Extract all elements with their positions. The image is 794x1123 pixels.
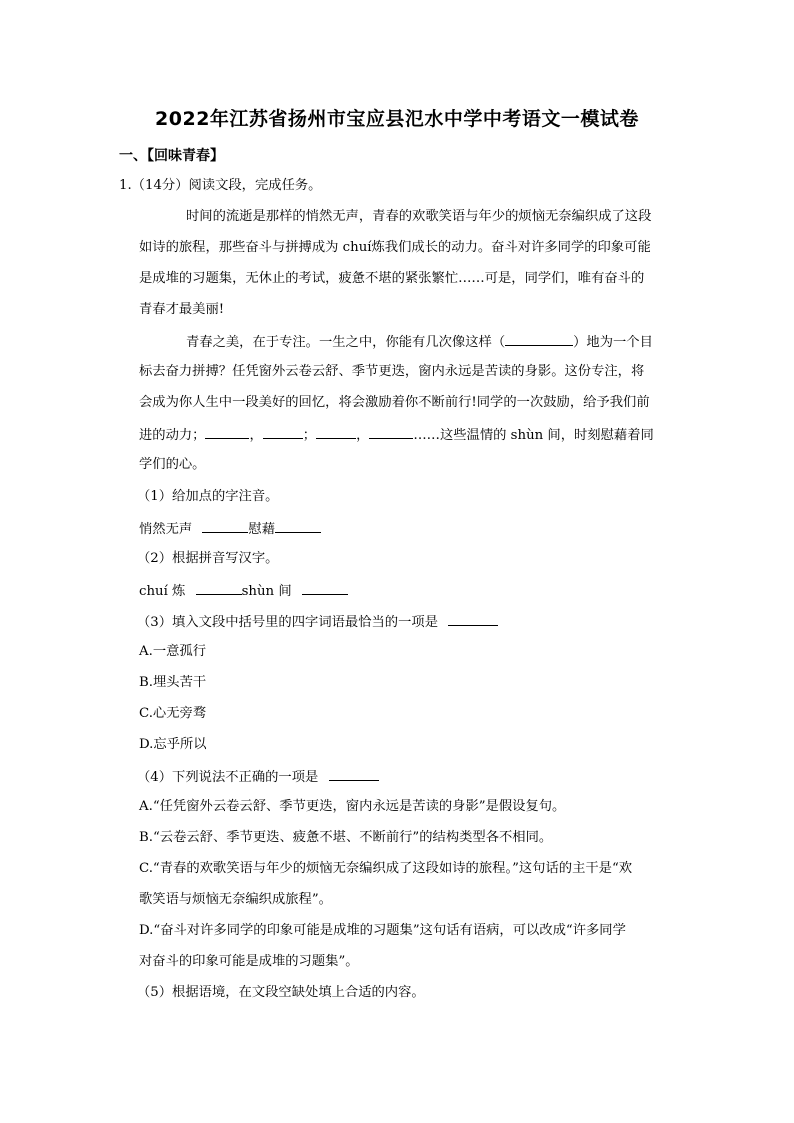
passage-line: 会成为你人生中一段美好的回忆，将会激励着你不断前行!同学的一次鼓励，给予我们前 [139,395,650,410]
page-title: 2022年江苏省扬州市宝应县氾水中学中考语文一模试卷 [155,108,639,130]
option-c: C.“青春的欢歌笑语与年少的烦恼无奈编织成了这段如诗的旅程。”这句话的主干是“欢 [139,861,633,876]
subquestion-1-items [139,518,321,540]
separator: ， [249,428,263,443]
paren-blank [505,331,573,346]
answer-blank [448,611,498,626]
passage-line: 学们的心。 [139,457,206,472]
separator: ； [302,428,317,443]
option-a: A.一意孤行 [139,644,207,659]
option-b: B.埋头苦干 [139,675,207,690]
passage-line: 时间的流逝是那样的悄然无声，青春的欢歌笑语与年少的烦恼无奈编织成了这段 [186,209,652,224]
item-text: 悄然无声 [139,522,193,537]
answer-blank [202,518,248,533]
prompt-text: （4）下列说法不正确的一项是 [137,770,319,785]
answer-blank [302,580,348,595]
fill-blank [316,424,356,439]
subquestion-4-prompt [137,766,379,788]
passage-text: 进的动力； [139,428,206,443]
passage-text: 青春之美，在于专注。一生之中，你能有几次像这样（ [186,335,506,350]
separator: ， [356,428,370,443]
answer-blank [275,518,321,533]
fill-blank [263,424,303,439]
fill-blank [369,424,413,439]
passage-line: 是成堆的习题集，无休止的考试，疲惫不堪的紧张繁忙……可是，同学们，唯有奋斗的 [139,271,645,286]
option-d: D.“奋斗对许多同学的印象可能是成堆的习题集”这句话有语病，可以改成“许多同学 [139,923,626,938]
item-text: chuí 炼 [139,584,186,599]
passage-text: ……这些温情的 shùn 间，时刻慰藉着同 [413,428,654,443]
option-c: C.心无旁骛 [139,706,207,721]
fill-blank [205,424,249,439]
passage-line: 标去奋力拼搏？任凭窗外云卷云舒、季节更迭，窗内永远是苦读的身影。这份专注，将 [139,364,645,379]
option-c-cont: 歌笑语与烦恼无奈编织成旅程”。 [139,892,332,907]
subquestion-3-prompt [137,611,498,633]
option-d-cont: 对奋斗的印象可能是成堆的习题集”。 [139,954,359,969]
passage-text: ）地为一个目 [573,335,653,350]
subquestion-2-items [139,580,348,602]
option-d: D.忘乎所以 [139,737,207,752]
passage-line: 如诗的旅程，那些奋斗与拼搏成为 chuí炼我们成长的动力。奋斗对许多同学的印象可能 [139,240,651,255]
question-1-header: 1.（14分）阅读文段，完成任务。 [119,178,322,193]
option-a: A.“任凭窗外云卷云舒、季节更迭，窗内永远是苦读的身影”是假设复句。 [139,799,566,814]
item-text: shùn 间 [241,584,292,599]
prompt-text: （3）填入文段中括号里的四字词语最恰当的一项是 [137,615,438,630]
passage-line [186,331,653,353]
subquestion-2-prompt: （2）根据拼音写汉字。 [137,551,279,566]
subquestion-5-prompt: （5）根据语境，在文段空缺处填上合适的内容。 [137,985,425,1000]
subquestion-1-prompt: （1）给加点的字注音。 [137,489,279,504]
passage-line [139,424,654,446]
option-b: B.“云卷云舒、季节更迭、疲惫不堪、不断前行”的结构类型各不相同。 [139,830,553,845]
passage-line: 青春才最美丽! [139,302,225,317]
answer-blank [329,766,379,781]
answer-blank [196,580,242,595]
section-heading: 一、【回味青春】 [119,148,224,164]
item-text: 慰藉 [248,522,276,537]
